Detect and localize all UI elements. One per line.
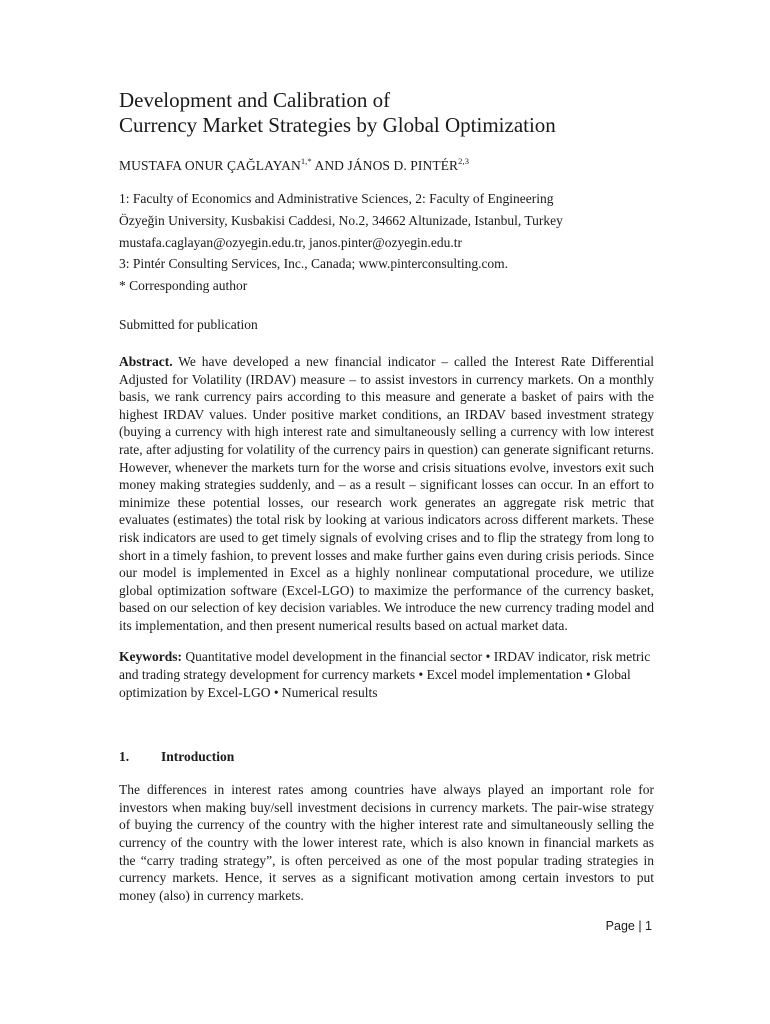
title-line-1: Development and Calibration of bbox=[119, 88, 391, 112]
affiliation-emails: mustafa.caglayan@ozyegin.edu.tr, janos.pinter@ozyegin.edu.tr bbox=[119, 234, 462, 250]
author-conjunction: AND bbox=[311, 158, 348, 173]
section-title: Introduction bbox=[161, 749, 235, 765]
affiliation-line: Özyeğin University, Kusbakisi Caddesi, No.2, 34662 Altunizade, Istanbul, Turkey bbox=[119, 212, 563, 228]
author-2: JÁNOS D. PINTÉR bbox=[347, 158, 459, 173]
affiliations bbox=[119, 188, 654, 297]
abstract-text: We have developed a new financial indicator – called the Interest Rate Differential Adjusted for Volatility (IRDAV) measure – to assist investors in currency markets. On a monthly basis, we rank currency pairs according to this measure and generate a basket of pairs with the highest IRDAV values. Under positive market conditions, an IRDAV based investment strategy (buying a currency with high interest rate and simultaneously selling a currency with low interest rate, after adjusting for volatility of the currency pairs in question) can generate significant returns. However, whenever the markets turn for the worse and crisis situations evolve, investors exit such money making strategies suddenly, and – as a result – significant losses can occur. In an effort to minimize these potential losses, our research work generates an aggregate risk metric that evaluates (estimates) the total risk by looking at various indicators across different markets. These risk indicators are used to get timely signals of evolving crises and to flip the strategy from long to short in a timely fashion, to prevent losses and make further gains even during crisis periods. Since our model is implemented in Excel as a highly nonlinear computational procedure, we utilize global optimization software (Excel-LGO) to maximize the performance of the currency basket, based on our selection of key decision variables. We introduce the new currency trading model and its implementation, and then present numerical results based on actual market data. bbox=[119, 353, 654, 633]
paper-title bbox=[119, 88, 654, 138]
title-line-2: Currency Market Strategies by Global Optimization bbox=[119, 113, 556, 137]
page-number: Page | 1 bbox=[605, 919, 652, 933]
author-1-affil-marker: 1,* bbox=[300, 156, 312, 166]
paper-page bbox=[119, 88, 654, 904]
abstract bbox=[119, 353, 654, 635]
section-heading bbox=[119, 749, 654, 765]
author-2-affil-marker: 2,3 bbox=[458, 156, 470, 166]
introduction-paragraph: The differences in interest rates among countries have always played an important role for investors when making buy/sell investment decisions in currency markets. The pair-wise strategy of buying the currency of the country with the higher interest rate and simultaneously selling the currency of the country with the lower interest rate, which is also known in financial markets as the “carry trading strategy”, is often perceived as one of the most popular trading strategies in currency markets. Hence, it serves as a significant motivation among certain investors to put money (also) in currency markets. bbox=[119, 782, 654, 903]
submission-status: Submitted for publication bbox=[119, 316, 258, 332]
section-number: 1. bbox=[119, 749, 130, 765]
affiliation-line: 3: Pintér Consulting Services, Inc., Canada; www.pinterconsulting.com. bbox=[119, 256, 509, 272]
corresponding-author-note: * Corresponding author bbox=[119, 278, 248, 294]
affiliation-line: 1: Faculty of Economics and Administrative Sciences, 2: Faculty of Engineering bbox=[119, 191, 554, 206]
author-1: MUSTAFA ONUR ÇAĞLAYAN bbox=[119, 158, 301, 173]
author-list bbox=[119, 158, 654, 174]
keywords-text: Quantitative model development in the financial sector • IRDAV indicator, risk metric and trading strategy development for currency markets • Excel model implementation • Global optimization by Excel-LGO • Numerical results bbox=[119, 649, 651, 700]
abstract-label: Abstract. bbox=[119, 353, 173, 369]
keywords-label: Keywords: bbox=[119, 649, 182, 665]
keywords bbox=[119, 648, 654, 701]
